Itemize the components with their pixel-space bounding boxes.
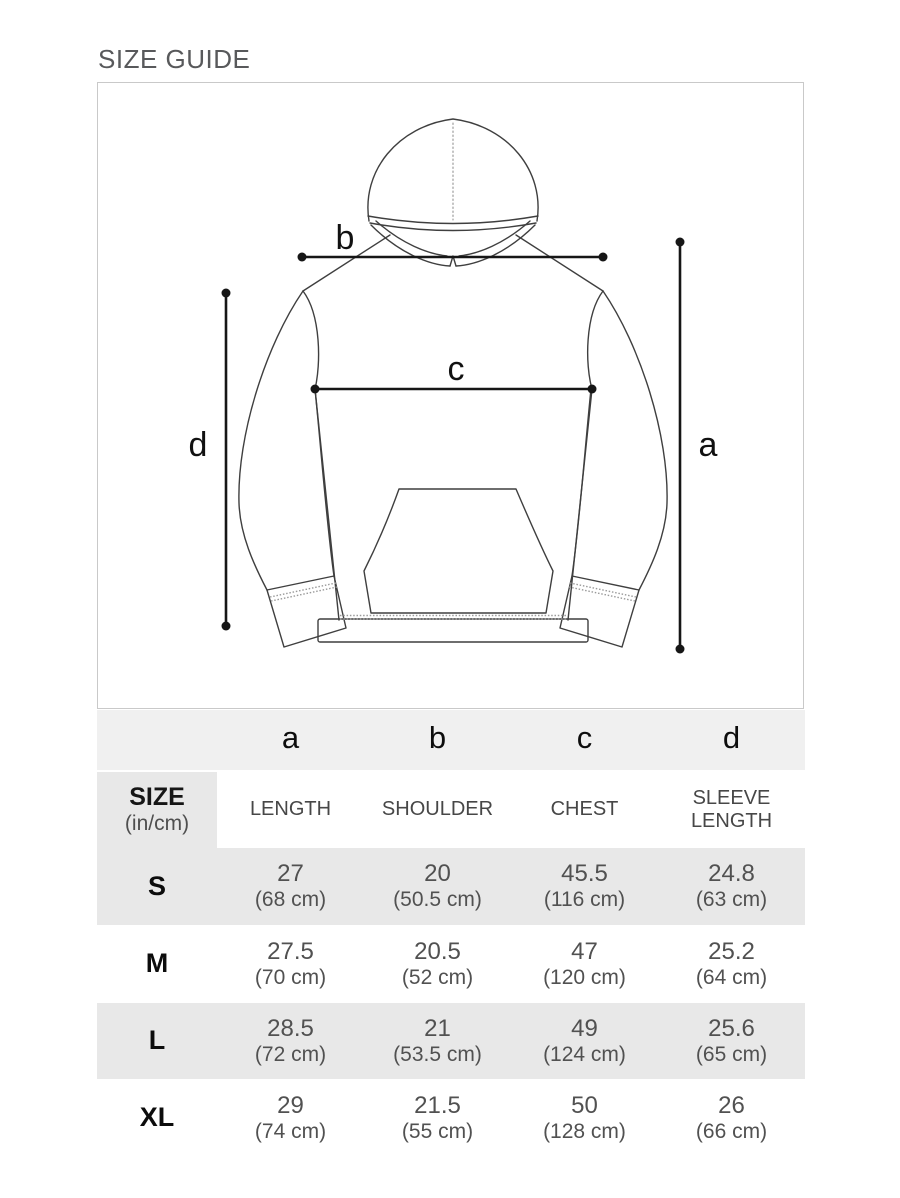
right-sleeve-inner <box>572 389 591 576</box>
measurement-cell <box>511 925 658 1003</box>
letter-cell-d: d <box>722 720 741 756</box>
table-row-m <box>97 925 805 1003</box>
value-in: 25.2 <box>708 937 755 965</box>
value-in: 20.5 <box>414 937 461 965</box>
value-in: 27 <box>277 860 304 888</box>
measurement-cell <box>217 1079 364 1157</box>
value-in: 26 <box>718 1091 745 1119</box>
value-in: 27.5 <box>267 937 314 965</box>
left-cuff <box>267 576 346 647</box>
value-in: 20 <box>424 860 451 888</box>
left-sleeve-outer <box>239 291 303 590</box>
value-cm: (55 cm) <box>401 1119 474 1143</box>
value-cm: (70 cm) <box>254 965 327 989</box>
measurement-cell <box>217 848 364 925</box>
corner-cell-size <box>97 772 217 848</box>
letter-cell-b: b <box>428 720 447 756</box>
measurement-cell <box>364 848 511 925</box>
size-cell: XL <box>139 1102 175 1133</box>
corner-title: SIZE <box>129 783 185 812</box>
value-cm: (128 cm) <box>543 1119 626 1143</box>
measure-label-c: c <box>447 350 465 388</box>
value-cm: (64 cm) <box>695 965 768 989</box>
value-in: 29 <box>277 1091 304 1119</box>
letter-cell-c: c <box>576 720 593 756</box>
size-cell: M <box>145 948 169 979</box>
letters-row-corner-spacer <box>97 710 217 770</box>
measurement-cell <box>658 848 805 925</box>
kangaroo-pocket <box>364 489 553 613</box>
size-table <box>97 710 805 1157</box>
hem-band <box>318 619 588 642</box>
value-cm: (124 cm) <box>543 1042 626 1066</box>
corner-subtitle: (in/cm) <box>124 812 190 836</box>
value-in: 21.5 <box>414 1091 461 1119</box>
hoodie-diagram-svg <box>98 83 802 707</box>
value-cm: (63 cm) <box>695 888 768 912</box>
column-header-sleeve-length: SLEEVE LENGTH <box>690 786 773 832</box>
value-cm: (116 cm) <box>543 888 626 912</box>
value-in: 25.6 <box>708 1014 755 1042</box>
measurement-cell <box>658 1003 805 1079</box>
size-cell: L <box>148 1025 166 1056</box>
right-shoulder-seam <box>516 235 603 291</box>
measure-label-a: a <box>698 426 718 464</box>
measurement-cell <box>511 848 658 925</box>
hood-drape-right-outer <box>456 225 535 266</box>
column-header-shoulder: SHOULDER <box>381 798 494 821</box>
value-in: 47 <box>571 937 598 965</box>
value-in: 50 <box>571 1091 598 1119</box>
letter-cell-a: a <box>281 720 300 756</box>
value-in: 49 <box>571 1014 598 1042</box>
hoodie-diagram-panel <box>97 82 804 709</box>
value-in: 28.5 <box>267 1014 314 1042</box>
right-sleeve-outer <box>603 291 667 590</box>
hood-outline <box>368 119 538 221</box>
value-in: 45.5 <box>561 860 608 888</box>
value-cm: (50.5 cm) <box>393 888 482 912</box>
column-header-length: LENGTH <box>249 798 332 821</box>
size-cell: S <box>147 870 166 901</box>
measurement-cell <box>658 925 805 1003</box>
measurement-cell <box>658 1079 805 1157</box>
measurement-cell <box>364 1079 511 1157</box>
page-title: SIZE GUIDE <box>98 44 251 74</box>
measure-label-b: b <box>335 219 355 257</box>
value-in: 21 <box>424 1014 451 1042</box>
table-header-row <box>97 772 805 848</box>
measurement-cell <box>511 1079 658 1157</box>
value-cm: (74 cm) <box>254 1119 327 1143</box>
table-row-s <box>97 848 805 925</box>
value-cm: (68 cm) <box>254 888 327 912</box>
value-cm: (65 cm) <box>695 1042 768 1066</box>
measure-label-d: d <box>188 426 208 464</box>
table-row-l <box>97 1003 805 1079</box>
measurement-cell <box>511 1003 658 1079</box>
table-letters-row <box>97 710 805 772</box>
value-cm: (120 cm) <box>543 965 626 989</box>
hood-drape-left-outer <box>371 225 450 266</box>
measurement-cell <box>364 1003 511 1079</box>
value-cm: (52 cm) <box>401 965 474 989</box>
right-armhole <box>588 291 603 389</box>
measurement-cell <box>217 1003 364 1079</box>
value-cm: (53.5 cm) <box>393 1042 482 1066</box>
measurement-cell <box>364 925 511 1003</box>
column-header-chest: CHEST <box>550 798 619 821</box>
value-in: 24.8 <box>708 860 755 888</box>
left-armhole <box>303 291 319 389</box>
measurement-cell <box>217 925 364 1003</box>
value-cm: (66 cm) <box>695 1119 768 1143</box>
value-cm: (72 cm) <box>254 1042 327 1066</box>
table-row-xl <box>97 1079 805 1157</box>
